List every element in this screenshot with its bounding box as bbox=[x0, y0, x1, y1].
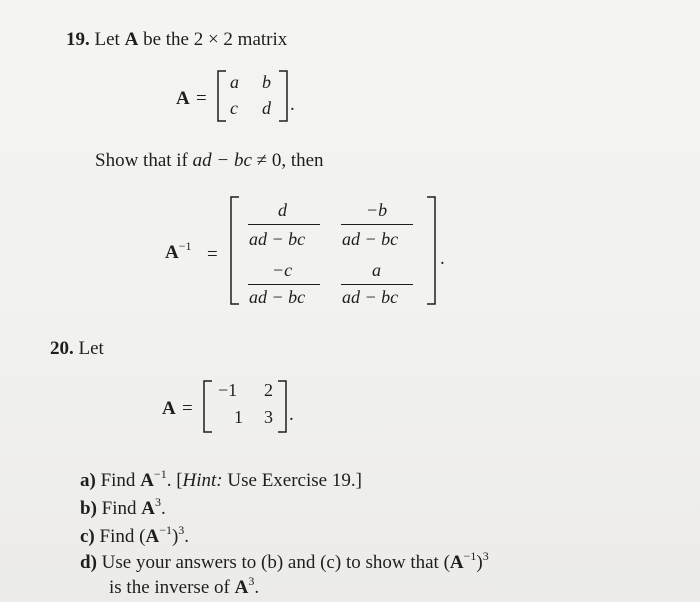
inverse-br-denominator: ad − bc bbox=[342, 287, 399, 307]
inverse-superscript: −1 bbox=[178, 239, 192, 253]
problem-20-matrix-lhs: A bbox=[162, 398, 176, 419]
right-bracket bbox=[277, 70, 289, 122]
part-a-A: A bbox=[140, 470, 154, 491]
inverse-tr-numerator: −b bbox=[366, 200, 388, 220]
part-b-A: A bbox=[141, 498, 155, 519]
inverse-tl-fraction-bar bbox=[248, 224, 320, 225]
inverse-tr-denominator: ad − bc bbox=[342, 229, 399, 249]
inverse-tr-fraction-bar bbox=[341, 224, 413, 225]
matrix-entry-22: 3 bbox=[264, 407, 273, 427]
matrix-A-symbol: A bbox=[124, 29, 139, 50]
part-d-sup: −1 bbox=[463, 549, 477, 563]
show-that-pre: Show that if bbox=[95, 150, 193, 171]
part-c-pre: Find ( bbox=[99, 526, 146, 547]
matrix-entry-21: 1 bbox=[234, 407, 243, 427]
part-c-sup2: 3 bbox=[178, 523, 185, 537]
part-c-A: A bbox=[145, 526, 160, 547]
part-a-post: . [ bbox=[166, 470, 183, 491]
part-d-pre: Use your answers to (b) and (c) to show that ( bbox=[101, 552, 450, 573]
inverse-equals: = bbox=[207, 244, 218, 265]
problem-20-period: . bbox=[289, 404, 294, 425]
inverse-left-bracket bbox=[229, 196, 241, 306]
inverse-bl-numerator: −c bbox=[272, 260, 293, 280]
problem-19-number: 19. bbox=[66, 29, 90, 50]
matrix-entry-a: a bbox=[230, 72, 239, 92]
problem-19-statement bbox=[66, 29, 287, 51]
problem-19-intro-post: be the 2 × 2 matrix bbox=[138, 29, 288, 50]
part-d bbox=[80, 549, 489, 575]
part-d-A: A bbox=[449, 552, 464, 573]
part-a-hint-text: Use Exercise 19.] bbox=[222, 470, 362, 491]
part-a-sup: −1 bbox=[153, 467, 167, 481]
matrix-entry-b: b bbox=[262, 72, 271, 92]
part-d-line2-A: A bbox=[234, 577, 249, 598]
part-a-label: a) bbox=[80, 470, 96, 491]
problem-19-intro-pre: Let bbox=[94, 29, 125, 50]
part-b-label: b) bbox=[80, 498, 97, 519]
inverse-lhs bbox=[165, 239, 192, 265]
matrix-entry-d: d bbox=[262, 98, 271, 118]
part-b-pre: Find bbox=[101, 498, 142, 519]
problem-19-matrix-lhs: A bbox=[176, 88, 190, 109]
inverse-tl-denominator: ad − bc bbox=[249, 229, 306, 249]
part-c-post2: . bbox=[184, 526, 190, 547]
inverse-period: . bbox=[440, 248, 445, 269]
left-bracket bbox=[216, 70, 228, 122]
problem-20-statement bbox=[50, 338, 104, 360]
show-that-neq: ≠ 0, then bbox=[251, 150, 324, 171]
inverse-right-bracket bbox=[425, 196, 437, 306]
inverse-A-symbol: A bbox=[165, 242, 179, 263]
part-c-sup: −1 bbox=[159, 523, 172, 537]
part-d-line2-pre: is the inverse of bbox=[109, 577, 235, 598]
inverse-bl-fraction-bar bbox=[248, 284, 320, 285]
part-c-post: ) bbox=[171, 526, 179, 547]
inverse-bl-denominator: ad − bc bbox=[249, 287, 306, 307]
inverse-br-fraction-bar bbox=[341, 284, 413, 285]
part-d-label: d) bbox=[80, 552, 97, 573]
determinant-expression: ad − bc bbox=[192, 150, 252, 171]
part-d-line2 bbox=[109, 574, 260, 600]
show-that-line bbox=[95, 150, 324, 172]
part-b bbox=[80, 495, 166, 521]
problem-19-equals: = bbox=[196, 88, 207, 109]
inverse-br-numerator: a bbox=[372, 260, 381, 280]
part-d-post: ) bbox=[476, 552, 483, 573]
problem-20-equals: = bbox=[182, 398, 193, 419]
part-d-sup2: 3 bbox=[482, 549, 489, 563]
part-a-pre: Find bbox=[100, 470, 141, 491]
matrix-entry-11: −1 bbox=[218, 380, 238, 400]
part-a bbox=[80, 467, 362, 493]
inverse-tl-numerator: d bbox=[278, 200, 287, 220]
problem-20-number: 20. bbox=[50, 338, 74, 359]
part-c-label: c) bbox=[80, 526, 95, 547]
part-c bbox=[80, 523, 190, 549]
problem-19-period: . bbox=[290, 94, 295, 115]
part-d-line2-post: . bbox=[254, 577, 260, 598]
problem-20-right-bracket bbox=[276, 380, 288, 434]
matrix-entry-12: 2 bbox=[264, 380, 273, 400]
part-b-post: . bbox=[161, 498, 166, 519]
part-d-line2-sup: 3 bbox=[248, 574, 255, 588]
part-a-hint-label: Hint: bbox=[182, 470, 223, 491]
part-b-sup: 3 bbox=[155, 495, 161, 509]
problem-20-intro: Let bbox=[78, 338, 104, 359]
problem-20-left-bracket bbox=[202, 380, 214, 434]
matrix-entry-c: c bbox=[230, 98, 238, 118]
